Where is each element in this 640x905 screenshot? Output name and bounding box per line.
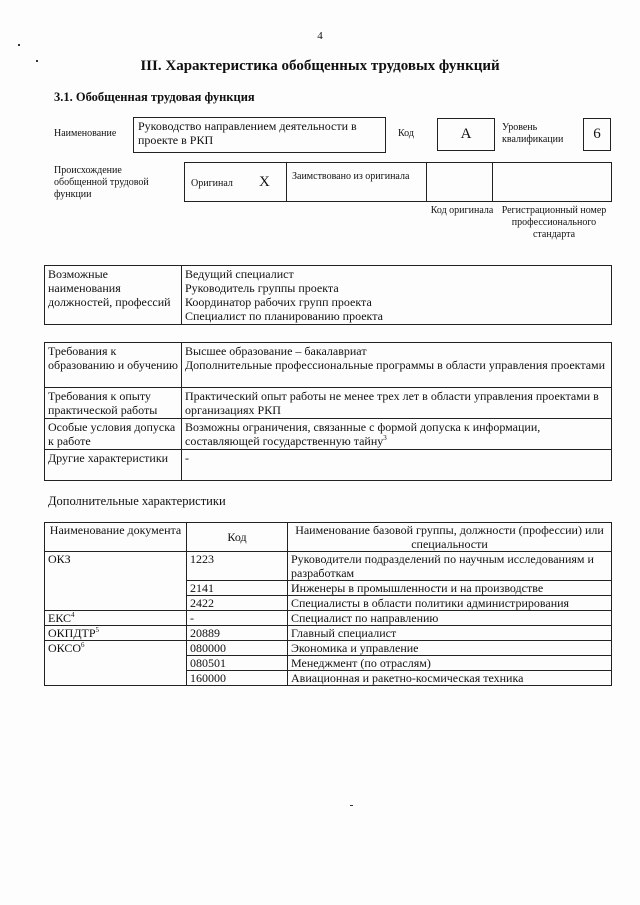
position-item: Координатор рабочих групп проекта xyxy=(185,295,372,309)
code-cell: 2422 xyxy=(187,596,288,611)
requirement-text xyxy=(185,344,608,372)
requirement-label: Другие характеристики xyxy=(45,450,182,481)
position-item: Руководитель группы проекта xyxy=(185,281,339,295)
scan-dot xyxy=(18,44,20,46)
extra-table xyxy=(44,522,612,686)
extra-row xyxy=(45,626,612,641)
divider xyxy=(426,162,427,202)
header-name: Наименование базовой группы, должности (профессии) или специальности xyxy=(288,523,612,552)
code-cell: - xyxy=(187,611,288,626)
code-caption: Код оригинала xyxy=(430,205,494,216)
level-label: Уровень квалификации xyxy=(502,122,564,145)
footnote-mark: 5 xyxy=(95,626,100,634)
requirement-label: Требования к образованию и обучению xyxy=(45,343,182,388)
doc-name: ОКСО xyxy=(48,641,82,655)
extra-header-row xyxy=(45,523,612,552)
extra-row xyxy=(45,552,612,581)
doc-name: ОКПДТР xyxy=(48,626,96,640)
requirement-value xyxy=(182,419,612,450)
code-value: A xyxy=(437,118,495,151)
original-mark: X xyxy=(259,174,270,190)
name-value: Руководство направлением деятельности в проекте в РКП xyxy=(133,117,386,153)
level-value: 6 xyxy=(583,118,611,151)
name-cell: Авиационная и ракетно-космическая техника xyxy=(288,671,612,686)
code-cell: 080501 xyxy=(187,656,288,671)
positions-label: Возможные наименования должностей, профессий xyxy=(45,266,182,325)
requirement-row xyxy=(45,450,612,481)
requirements-table xyxy=(44,342,612,481)
requirement-line: Высшее образование – бакалавриат xyxy=(185,344,367,358)
origin-box xyxy=(184,162,612,202)
positions-cell xyxy=(182,266,612,325)
requirement-value xyxy=(182,343,612,388)
section-title: III. Характеристика обобщенных трудовых функций xyxy=(140,58,500,74)
extra-row xyxy=(45,641,612,656)
page-number: 4 xyxy=(317,30,323,42)
doc-cell xyxy=(45,552,187,611)
divider xyxy=(492,162,493,202)
divider xyxy=(286,162,287,202)
requirement-row xyxy=(45,388,612,419)
name-label: Наименование xyxy=(54,128,117,139)
code-cell: 2141 xyxy=(187,581,288,596)
name-cell: Инженеры в промышленности и на производстве xyxy=(288,581,612,596)
name-cell: Менеджмент (по отраслям) xyxy=(288,656,612,671)
reg-caption: Регистрационный номер профессионального стандарта xyxy=(501,205,607,240)
doc-cell xyxy=(45,641,187,686)
footnote-mark: 3 xyxy=(383,434,387,442)
name-cell: Специалисты в области политики администрирования xyxy=(288,596,612,611)
original-label: Оригинал xyxy=(191,178,233,189)
requirement-row xyxy=(45,419,612,450)
position-item: Ведущий специалист xyxy=(185,267,294,281)
code-cell: 080000 xyxy=(187,641,288,656)
positions-table xyxy=(44,265,612,325)
name-cell: Руководители подразделений по научным исследованиям и разработкам xyxy=(288,552,612,581)
subsection-title: 3.1. Обобщенная трудовая функция xyxy=(54,90,255,104)
doc-cell xyxy=(45,626,187,641)
code-cell: 1223 xyxy=(187,552,288,581)
name-cell: Экономика и управление xyxy=(288,641,612,656)
scan-mark xyxy=(350,805,353,806)
header-doc: Наименование документа xyxy=(45,523,187,552)
code-cell: 20889 xyxy=(187,626,288,641)
name-cell: Главный специалист xyxy=(288,626,612,641)
requirement-value: Практический опыт работы не менее трех лет в области управления проектами в организациях РКП xyxy=(182,388,612,419)
origin-label: Происхождение обобщенной трудовой функции xyxy=(54,165,149,200)
footnote-mark: 6 xyxy=(81,641,85,649)
code-label: Код xyxy=(398,128,414,139)
requirement-value: - xyxy=(182,450,612,481)
doc-name: ЕКС xyxy=(48,611,72,625)
doc-cell xyxy=(45,611,187,626)
extra-title: Дополнительные характеристики xyxy=(48,494,226,508)
positions-row xyxy=(45,266,612,325)
footnote-mark: 4 xyxy=(71,611,75,619)
requirement-label: Требования к опыту практической работы xyxy=(45,388,182,419)
extra-row xyxy=(45,611,612,626)
name-cell: Специалист по направлению xyxy=(288,611,612,626)
requirement-row xyxy=(45,343,612,388)
code-cell: 160000 xyxy=(187,671,288,686)
header-code: Код xyxy=(187,523,288,552)
requirement-line: Дополнительные профессиональные программы в области управления проектами xyxy=(185,358,606,372)
doc-name: ОКЗ xyxy=(48,552,71,566)
requirement-label: Особые условия допуска к работе xyxy=(45,419,182,450)
position-item: Специалист по планированию проекта xyxy=(185,309,383,323)
borrowed-label: Заимствовано из оригинала xyxy=(292,171,410,182)
requirement-text: Возможны ограничения, связанные с формой допуска к информации, составляющей государственную тайну xyxy=(185,420,541,448)
